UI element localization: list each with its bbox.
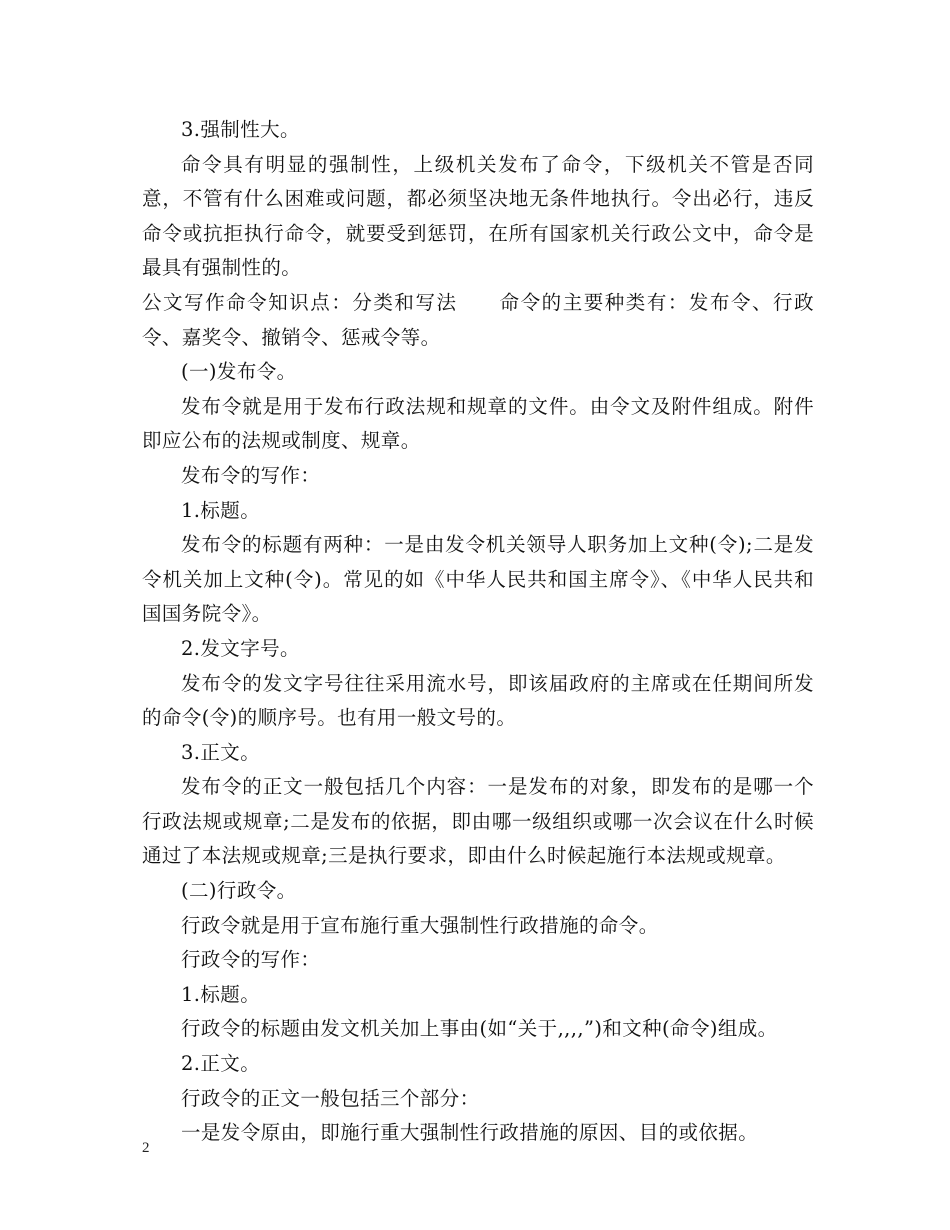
paragraph: 2.发文字号。 [181, 636, 300, 660]
paragraph: 命令具有明显的强制性，上级机关发布了命令，下级机关不管是否同意，不管有什么困难或问题，都必须坚决地无条件地执行。令出必行，违反命令或抗拒执行命令，就要受到惩罚，在所有国家机关行政公文中，命令是最具有强制性的。 [142, 152, 814, 280]
paragraph: 一是发令原由，即施行重大强制性行政措施的原因、目的或依据。 [181, 1121, 759, 1145]
paragraph: (二)行政令。 [181, 879, 297, 903]
paragraph: (一)发布令。 [181, 360, 297, 384]
paragraph: 发布令的写作： [181, 463, 321, 487]
paragraph: 1.标题。 [181, 498, 261, 522]
paragraph: 行政令就是用于宣布施行重大强制性行政措施的命令。 [181, 913, 659, 937]
page-number: 2 [142, 1140, 150, 1156]
paragraph: 行政令的正文一般包括三个部分： [181, 1086, 480, 1110]
body-text [142, 113, 814, 1151]
paragraph: 发布令的正文一般包括几个内容：一是发布的对象，即发布的是哪一个行政法规或规章;二是发布的依据，即由哪一级组织或哪一次会议在什么时候通过了本法规或规章;三是执行要求，即由什么时候起施行本法规或规章。 [142, 775, 814, 868]
paragraph: 行政令的标题由发文机关加上事由(如“关于,,,,”)和文种(命令)组成。 [181, 1017, 778, 1041]
paragraph: 发布令就是用于发布行政法规和规章的文件。由令文及附件组成。附件即应公布的法规或制度、规章。 [142, 394, 814, 453]
paragraph: 3.正文。 [181, 740, 261, 764]
paragraph: 发布令的标题有两种：一是由发令机关领导人职务加上文种(令);二是发令机关加上文种(令)。常见的如《中华人民共和国主席令》、《中华人民共和国国务院令》。 [142, 533, 814, 626]
paragraph: 2.正文。 [181, 1052, 261, 1076]
paragraph: 公文写作命令知识点：分类和写法 命令的主要种类有：发布令、行政令、嘉奖令、撤销令、惩戒令等。 [142, 290, 814, 349]
paragraph: 3.强制性大。 [181, 118, 300, 141]
paragraph: 发布令的发文字号往往采用流水号，即该届政府的主席或在任期间所发的命令(令)的顺序号。也有用一般文号的。 [142, 671, 814, 730]
paragraph: 行政令的写作： [181, 948, 321, 972]
paragraph: 1.标题。 [181, 982, 261, 1006]
